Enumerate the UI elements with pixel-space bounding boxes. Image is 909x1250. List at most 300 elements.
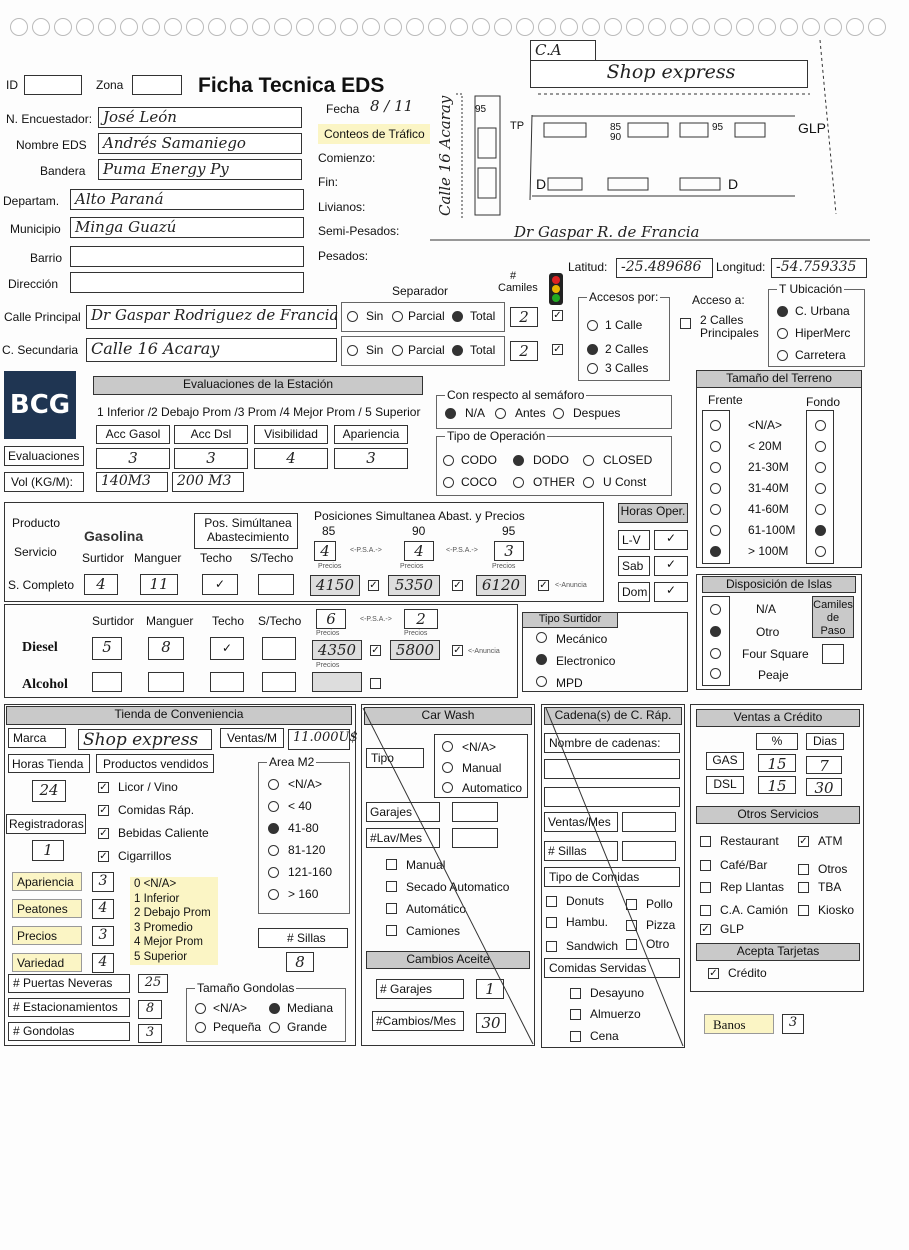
binding-ring: [494, 18, 512, 36]
cw-option-check[interactable]: [386, 859, 397, 870]
accesos-1: 1 Calle: [605, 318, 643, 332]
registradoras-field[interactable]: 1: [32, 840, 64, 861]
dsl-manguer-field[interactable]: 8: [148, 637, 184, 660]
sep-s-check[interactable]: ✓: [553, 344, 562, 355]
op-uconst-radio[interactable]: [583, 477, 594, 488]
departam-label: Departam.: [3, 194, 60, 208]
alcohol-label: Alcohol: [22, 677, 68, 692]
ts-mecanico-radio[interactable]: [536, 632, 547, 643]
dsl-manguer-label: Manguer: [146, 614, 194, 628]
terreno-fondo-radio[interactable]: [815, 441, 826, 452]
ubic-carretera-radio[interactable]: [777, 350, 788, 361]
sep-s-camiles[interactable]: 2: [510, 341, 538, 361]
banos-label-box: [704, 1014, 774, 1034]
binding-ring: [318, 18, 336, 36]
ventas-field[interactable]: 11.000U$: [288, 729, 350, 750]
gas-precio-85[interactable]: 4150: [310, 575, 360, 596]
cad-tipo-check[interactable]: [626, 920, 637, 931]
cw-manual-radio[interactable]: [442, 762, 453, 773]
page-title: Ficha Tecnica EDS: [198, 74, 385, 97]
dsl-pos-2[interactable]: 2: [404, 609, 438, 629]
cred-dias-box: [806, 733, 844, 750]
horas-sab-box: [618, 556, 650, 576]
id-field[interactable]: [24, 75, 82, 95]
eval-value-field[interactable]: 3: [174, 448, 248, 469]
producto-check[interactable]: ✓: [99, 828, 108, 839]
comienzo-label: Comienzo:: [318, 151, 376, 165]
op-closed-radio[interactable]: [583, 455, 594, 466]
producto-check[interactable]: ✓: [99, 805, 108, 816]
sketch-ca-box: C.A: [530, 40, 596, 62]
binding-ring: [758, 18, 776, 36]
fecha-label: Fecha: [326, 102, 360, 116]
islas-otro: Otro: [756, 625, 780, 639]
area-radio[interactable]: [268, 845, 279, 856]
cad-nombre-field-1[interactable]: [544, 759, 680, 779]
ubic-carretera: Carretera: [795, 348, 846, 362]
terreno-frente-radio[interactable]: [710, 441, 721, 452]
encuestador-field[interactable]: José León: [98, 107, 302, 128]
oct-90: 90: [412, 524, 426, 538]
area-radio[interactable]: [268, 889, 279, 900]
ts-electronico-radio[interactable]: [536, 654, 547, 665]
municipio-field[interactable]: Minga Guazú: [70, 217, 304, 238]
cad-ventas: Ventas/Mes: [548, 815, 611, 829]
sep-s-sin-radio[interactable]: [347, 345, 358, 356]
banos-field[interactable]: 3: [782, 1014, 804, 1034]
rating-legend-item: 2 Debajo Prom: [134, 907, 211, 919]
eval-col-header: Acc Gasol: [96, 425, 170, 444]
barrio-field[interactable]: [70, 246, 304, 267]
cad-sillas-field[interactable]: [622, 841, 676, 861]
cred-dsl-pct[interactable]: 15: [758, 776, 796, 794]
gas-precio-90[interactable]: 5350: [388, 575, 440, 596]
dsl-stecho-label: S/Techo: [258, 614, 302, 628]
gas-anuncia-85[interactable]: ✓: [369, 580, 378, 591]
ac-cambios-box: [372, 1011, 464, 1031]
area-radio[interactable]: [268, 779, 279, 790]
marca-field[interactable]: Shop express: [78, 729, 212, 750]
gas-precios-label-1: Precios: [318, 563, 342, 570]
servicio-label: Restaurant: [720, 834, 779, 848]
gond-mediana-radio[interactable]: [269, 1003, 280, 1014]
gas-techo-check[interactable]: ✓: [202, 574, 238, 595]
binding-ring: [98, 18, 116, 36]
accesos-title: Accesos por:: [589, 290, 659, 304]
horas-tienda-field[interactable]: 24: [32, 780, 66, 802]
terreno-frente: Frente: [708, 393, 743, 407]
rating-label: Peatones: [17, 902, 68, 916]
accesos-3-radio[interactable]: [587, 363, 598, 374]
zona-field[interactable]: [132, 75, 182, 95]
cred-dsl-dias[interactable]: 30: [806, 778, 842, 796]
acceso-a-check[interactable]: [680, 318, 691, 329]
dsl-precios-label-1: Precios: [316, 630, 340, 637]
sep-p-sin-radio[interactable]: [347, 311, 358, 322]
accesos-2-radio[interactable]: [587, 344, 598, 355]
islas-header: Disposición de Islas: [702, 576, 856, 593]
gas-precios-label-2: Precios: [400, 563, 424, 570]
sep-p-total: Total: [470, 309, 496, 323]
islas-peaje: Peaje: [758, 668, 789, 682]
vol-label: Vol (KG/M):: [11, 475, 74, 489]
eval-col-header: Apariencia: [334, 425, 408, 444]
sketch-95b: 95: [475, 104, 487, 115]
horas-tienda-label: Horas Tienda: [12, 757, 84, 771]
area-option: 81-120: [288, 843, 326, 857]
cw-option-check[interactable]: [386, 881, 397, 892]
gas-anuncia-90[interactable]: ✓: [453, 580, 462, 591]
dsl-precio-1[interactable]: 4350: [312, 640, 362, 660]
gas-surtidor-field[interactable]: 4: [84, 574, 118, 595]
rating-value[interactable]: 4: [92, 899, 114, 919]
latitud-field[interactable]: -25.489686: [616, 258, 713, 278]
sketch-gaspar: Dr Gaspar R. de Francia: [514, 223, 700, 241]
binding-ring: [186, 18, 204, 36]
horas-header: Horas Oper.: [618, 503, 688, 523]
semaforo-na-radio[interactable]: [445, 408, 456, 419]
terreno-row-label: 41-60M: [748, 502, 789, 516]
cad-tipo-label: Pizza: [646, 918, 676, 932]
cad-tipo-check[interactable]: [546, 941, 557, 952]
op-other: OTHER: [533, 475, 575, 489]
islas-otro-radio[interactable]: [710, 626, 721, 637]
cad-tipo-check[interactable]: [546, 896, 557, 907]
municipio-label: Municipio: [10, 222, 61, 236]
ts-mpd-radio[interactable]: [536, 676, 547, 687]
terreno-frente-radio[interactable]: [710, 420, 721, 431]
zona-label: Zona: [96, 78, 124, 92]
puertas-label: # Puertas Neveras: [13, 976, 113, 990]
alc-manguer-field[interactable]: [148, 672, 184, 692]
direccion-field[interactable]: [70, 272, 304, 293]
cw-garajes-field[interactable]: [452, 802, 498, 822]
servicio-check[interactable]: ✓: [799, 836, 808, 847]
cad-tipo-label: Otro: [646, 937, 670, 951]
rating-legend-item: 3 Promedio: [134, 921, 193, 934]
cred-dsl-box: [706, 776, 744, 794]
alc-techo-field[interactable]: [210, 672, 244, 692]
sketch-glp: GLP: [798, 120, 827, 136]
sep-p-sin: Sin: [366, 309, 384, 323]
ubicacion-group: [768, 282, 865, 367]
area-radio[interactable]: [268, 801, 279, 812]
rating-legend-item: 5 Superior: [134, 950, 188, 963]
servicio-check[interactable]: [700, 860, 711, 871]
rating-label: Apariencia: [17, 875, 74, 889]
area-radio[interactable]: [268, 823, 279, 834]
terreno-frente-radio[interactable]: [710, 546, 721, 557]
pesados-label: Pesados:: [318, 249, 369, 263]
cad-nombre-field-2[interactable]: [544, 787, 680, 807]
nombre-eds-field[interactable]: Andrés Samaniego: [98, 133, 302, 154]
carwash-header: Car Wash: [364, 707, 532, 725]
binding-ring: [230, 18, 248, 36]
ac-garajes-field[interactable]: 1: [476, 979, 504, 999]
op-dodo-radio[interactable]: [513, 455, 524, 466]
eval-value-field[interactable]: 4: [254, 448, 328, 469]
cw-option-label: Secado Automatico: [406, 880, 510, 894]
gas-pos-95[interactable]: 3: [494, 541, 524, 561]
op-other-radio[interactable]: [513, 477, 524, 488]
cad-ventas-field[interactable]: [622, 812, 676, 832]
horas-dom: Dom: [622, 585, 648, 599]
accesos-2: 2 Calles: [605, 342, 649, 356]
sep-s-parcial: Parcial: [408, 343, 445, 357]
rating-label-box: [12, 926, 82, 945]
marca-label-box: [8, 728, 66, 748]
semaforo-title: Con respecto al semáforo: [447, 388, 585, 402]
camiles-label: # Camiles: [498, 270, 538, 294]
gas-psa-2: <-P.S.A.->: [446, 547, 478, 554]
gas-pos-90[interactable]: 4: [404, 541, 434, 561]
alc-anuncia[interactable]: [370, 678, 381, 689]
s-completo-label: S. Completo: [8, 578, 75, 592]
alc-surtidor-field[interactable]: [92, 672, 122, 692]
op-coco: COCO: [461, 475, 497, 489]
gond-pequena-radio[interactable]: [195, 1022, 206, 1033]
producto-label: Licor / Vino: [118, 780, 178, 794]
registradoras-label: Registradoras: [9, 817, 84, 831]
cad-tipo-check[interactable]: [546, 917, 557, 928]
binding-ring: [54, 18, 72, 36]
gond-title: Tamaño Gondolas: [197, 981, 295, 995]
servicio-check[interactable]: [700, 905, 711, 916]
ac-garajes-box: [376, 979, 464, 999]
binding-ring: [76, 18, 94, 36]
gondolas-field[interactable]: 3: [138, 1024, 162, 1043]
operacion-title: Tipo de Operación: [447, 429, 546, 443]
dsl-psa: <-P.S.A.->: [360, 616, 392, 623]
vol-dsl-field[interactable]: 200 M3: [172, 472, 244, 492]
gondolas-label: # Gondolas: [13, 1024, 75, 1038]
registradoras-box: [6, 814, 86, 834]
cad-servidas-check[interactable]: [570, 1031, 581, 1042]
cad-servidas-check[interactable]: [570, 988, 581, 999]
bandera-field[interactable]: Puma Energy Py: [98, 159, 302, 180]
dsl-pos-1[interactable]: 6: [316, 609, 346, 629]
accesos-group: [578, 290, 670, 381]
alc-precio[interactable]: [312, 672, 362, 692]
alc-stecho-field[interactable]: [262, 672, 296, 692]
op-coco-radio[interactable]: [443, 477, 454, 488]
terreno-fondo-radio[interactable]: [815, 525, 826, 536]
cad-servidas-label: Cena: [590, 1029, 619, 1043]
semaforo-despues-radio[interactable]: [553, 408, 564, 419]
islas-four-radio[interactable]: [710, 648, 721, 659]
binding-ring: [802, 18, 820, 36]
cw-option-check[interactable]: [386, 925, 397, 936]
op-codo: CODO: [461, 453, 497, 467]
gond-mediana: Mediana: [287, 1001, 334, 1015]
tarjeta-credito: Crédito: [728, 966, 767, 980]
area-title: Area M2: [269, 755, 315, 769]
sep-p-check[interactable]: ✓: [553, 310, 562, 321]
dsl-surtidor-field[interactable]: 5: [92, 637, 122, 660]
servicio-check[interactable]: [798, 882, 809, 893]
sep-s-parcial-radio[interactable]: [392, 345, 403, 356]
sep-s-sin: Sin: [366, 343, 384, 357]
islas-four: Four Square: [742, 647, 809, 661]
vol-row-box: [4, 472, 84, 492]
dsl-stecho-field[interactable]: [262, 637, 296, 660]
terreno-frente-radio[interactable]: [710, 483, 721, 494]
cred-gas-dias[interactable]: 7: [806, 756, 842, 774]
barrio-label: Barrio: [30, 251, 63, 265]
cw-lav-field[interactable]: [452, 828, 498, 848]
islas-na-radio[interactable]: [710, 604, 721, 615]
binding-ring: [450, 18, 468, 36]
longitud-field[interactable]: -54.759335: [771, 258, 867, 278]
cred-gas-pct[interactable]: 15: [758, 754, 796, 772]
area-option: < 40: [288, 799, 312, 813]
servicio-check[interactable]: ✓: [701, 924, 710, 935]
credito-header: Ventas a Crédito: [696, 709, 860, 727]
terreno-fondo-radio[interactable]: [815, 420, 826, 431]
terreno-frente-radio[interactable]: [710, 525, 721, 536]
gas-stecho-field[interactable]: [258, 574, 294, 595]
binding-ring: [472, 18, 490, 36]
op-dodo: DODO: [533, 453, 569, 467]
dsl-precio-2[interactable]: 5800: [390, 640, 440, 660]
area-option: > 160: [288, 887, 319, 901]
fecha-value[interactable]: 8 / 11: [370, 97, 414, 115]
pos-sim-title: Pos. Simúltanea Abastecimiento: [204, 516, 292, 544]
cred-dsl: DSL: [713, 777, 737, 791]
tarjeta-credito-check[interactable]: ✓: [709, 968, 718, 979]
cadenas-header: Cadena(s) de C. Ráp.: [544, 707, 682, 725]
sillas-field[interactable]: 8: [286, 952, 314, 972]
eval-value-field[interactable]: 3: [96, 448, 170, 469]
puertas-field[interactable]: 25: [138, 974, 168, 993]
binding-ring: [560, 18, 578, 36]
eval-value-field[interactable]: 3: [334, 448, 408, 469]
sep-p-parcial-radio[interactable]: [392, 311, 403, 322]
puertas-box: [8, 974, 130, 993]
rating-legend-item: 1 Inferior: [134, 892, 180, 905]
producto-label: Bebidas Caliente: [118, 826, 209, 840]
camiles-paso-field[interactable]: [822, 644, 844, 664]
servicio-check[interactable]: [798, 864, 809, 875]
gondolas-size-group: [186, 981, 346, 1042]
estac-field[interactable]: 8: [138, 1000, 162, 1019]
departam-field[interactable]: Alto Paraná: [70, 189, 304, 210]
gas-manguer-field[interactable]: 11: [140, 574, 178, 595]
cw-na-radio[interactable]: [442, 741, 453, 752]
dsl-surtidor-label: Surtidor: [92, 614, 135, 628]
cad-tipo: Tipo de Comidas: [549, 870, 640, 884]
sep-p-camiles[interactable]: 2: [510, 307, 538, 327]
horas-dom-check[interactable]: ✓: [654, 582, 688, 602]
islas-peaje-radio[interactable]: [710, 668, 721, 679]
dsl-techo-check[interactable]: ✓: [210, 637, 244, 660]
terreno-frente-radio[interactable]: [710, 462, 721, 473]
servicio-label: TBA: [818, 880, 842, 894]
calle-principal-field[interactable]: Dr Gaspar Rodriguez de Francia: [86, 305, 337, 329]
sep-s-total-radio[interactable]: [452, 345, 463, 356]
marca-label: Marca: [13, 731, 47, 745]
gas-precio-95[interactable]: 6120: [476, 575, 526, 596]
terreno-fondo-radio[interactable]: [815, 504, 826, 515]
cred-pct-box: [756, 733, 798, 750]
vol-gasol-field[interactable]: 140M3: [96, 472, 168, 492]
cad-tipo-check[interactable]: [626, 939, 637, 950]
area-radio[interactable]: [268, 867, 279, 878]
terreno-row-label: 61-100M: [748, 523, 796, 537]
diesel-label: Diesel: [22, 640, 58, 655]
servicio-check[interactable]: [700, 836, 711, 847]
cw-auto-radio[interactable]: [442, 782, 453, 793]
servicio-label: Rep Llantas: [720, 880, 785, 894]
terreno-fondo-radio[interactable]: [815, 546, 826, 557]
ac-garajes: # Garajes: [380, 982, 433, 996]
operacion-group: [436, 429, 672, 496]
sep-p-total-radio[interactable]: [452, 311, 463, 322]
binding-ring: [120, 18, 138, 36]
semaforo-antes-radio[interactable]: [495, 408, 506, 419]
dsl-techo-label: Techo: [212, 614, 245, 628]
separador-label: Separador: [392, 284, 449, 298]
op-codo-radio[interactable]: [443, 455, 454, 466]
terreno-frente-radio[interactable]: [710, 504, 721, 515]
cad-tipo-label: Donuts: [566, 894, 605, 908]
servicio-check[interactable]: [700, 882, 711, 893]
terreno-fondo-radio[interactable]: [815, 462, 826, 473]
dsl-anuncia-1[interactable]: ✓: [371, 645, 380, 656]
gas-pos-85[interactable]: 4: [314, 541, 336, 561]
dsl-anuncia-2[interactable]: ✓: [453, 645, 462, 656]
ubic-hiper-radio[interactable]: [777, 328, 788, 339]
acceso-a-title: Acceso a:: [692, 293, 745, 307]
ventas-label: Ventas/M: [227, 731, 278, 745]
cad-servidas-check[interactable]: [570, 1009, 581, 1020]
gas-anuncia-95[interactable]: ✓: [539, 580, 548, 591]
gond-grande-radio[interactable]: [269, 1022, 280, 1033]
nombre-eds-label: Nombre EDS: [16, 138, 87, 152]
rating-value[interactable]: 4: [92, 953, 114, 973]
gasolina-label: Gasolina: [84, 528, 144, 544]
calle-secundaria-field[interactable]: Calle 16 Acaray: [86, 338, 337, 362]
binding-ring: [32, 18, 50, 36]
horas-lv-check[interactable]: ✓: [654, 530, 688, 550]
oct-95: 95: [502, 524, 516, 538]
terreno-row-label: 31-40M: [748, 481, 789, 495]
horas-sab-check[interactable]: ✓: [654, 556, 688, 576]
accesos-1-radio[interactable]: [587, 320, 598, 331]
terreno-fondo-radio[interactable]: [815, 483, 826, 494]
rating-value[interactable]: 3: [92, 926, 114, 946]
estac-label: # Estacionamientos: [13, 1000, 118, 1014]
ac-cambios-field[interactable]: 30: [476, 1013, 506, 1033]
evaluaciones-row-box: [4, 446, 84, 466]
producto-check[interactable]: ✓: [99, 851, 108, 862]
gond-na-radio[interactable]: [195, 1003, 206, 1014]
cw-option-check[interactable]: [386, 903, 397, 914]
semaforo-na: N/A: [465, 406, 486, 420]
producto-check[interactable]: ✓: [99, 782, 108, 793]
ubic-urbana-radio[interactable]: [777, 306, 788, 317]
rating-value[interactable]: 3: [92, 872, 114, 892]
cad-tipo-check[interactable]: [626, 899, 637, 910]
rating-label-box: [12, 899, 82, 918]
binding-ring: [296, 18, 314, 36]
islas-na: N/A: [756, 602, 777, 616]
traffic-title: Conteos de Tráfico: [324, 127, 425, 141]
ubicacion-title: T Ubicación: [779, 282, 843, 296]
horas-lv-box: [618, 530, 650, 550]
servicio-label: Servicio: [14, 545, 57, 559]
servicio-check[interactable]: [798, 905, 809, 916]
